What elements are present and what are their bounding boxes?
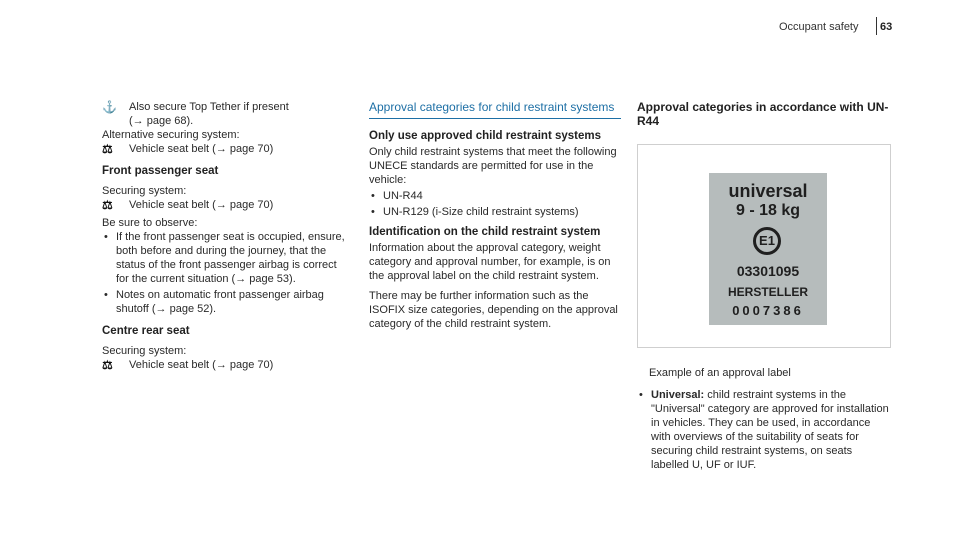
label-serial: 0007386 <box>732 303 804 318</box>
figure-caption: Example of an approval label <box>649 367 791 379</box>
seat-belt-icon: ⚖ <box>102 142 113 156</box>
observe-list <box>102 230 352 316</box>
top-tether-icon: ⚓ <box>102 100 117 114</box>
column-middle <box>369 100 621 331</box>
seat-belt-icon: ⚖ <box>102 358 113 372</box>
list-item: • Notes on automatic front passenger airbag shutoff (→ page 52). <box>102 288 352 316</box>
observe-label: Be sure to observe: <box>102 217 198 229</box>
approval-label <box>709 173 827 325</box>
page-number: 63 <box>880 21 893 33</box>
identification-heading: Identification on the child restraint system <box>369 226 601 238</box>
universal-term: Universal: <box>651 389 705 401</box>
list-item <box>637 388 891 472</box>
un-r44-title: Approval categories in accordance with UN-R44 <box>637 100 889 128</box>
e-mark-icon: E1 <box>753 227 781 255</box>
centre-rear-heading: Centre rear seat <box>102 325 190 337</box>
label-approval-number: 03301095 <box>736 263 800 279</box>
column-left <box>102 100 352 372</box>
column-right <box>637 100 891 474</box>
approval-label-figure <box>637 144 891 348</box>
front-securing-text[interactable]: Vehicle seat belt (→ page 70) <box>129 199 274 211</box>
list-item: • If the front passenger seat is occupied, ensure, both before and during the journey, that the status of the front passenger airbag is correct for the current situation (→ page 53). <box>102 230 352 286</box>
approved-systems-heading: Only use approved child restraint systems <box>369 130 601 142</box>
top-tether-ref[interactable]: (→ page 68). <box>129 115 194 127</box>
universal-list <box>637 388 891 472</box>
alt-securing-text[interactable]: Vehicle seat belt (→ page 70) <box>129 143 274 155</box>
list-item: • UN-R44 <box>369 189 621 203</box>
centre-securing-text[interactable]: Vehicle seat belt (→ page 70) <box>129 359 274 371</box>
front-passenger-heading: Front passenger seat <box>102 165 219 177</box>
approval-categories-title: Approval categories for child restraint systems <box>369 100 621 119</box>
label-category: universal <box>728 181 808 201</box>
centre-securing-item <box>102 358 352 372</box>
label-manufacturer: HERSTELLER <box>727 285 808 299</box>
top-tether-note <box>102 100 352 128</box>
list-item: • UN-R129 (i-Size child restraint systems) <box>369 205 621 219</box>
section-title: Occupant safety <box>779 21 859 33</box>
standards-intro: Only child restraint systems that meet the following UNECE standards are permitted for use in the vehicle: <box>369 146 617 186</box>
front-securing-item <box>102 198 352 212</box>
label-weight: 9 - 18 kg <box>735 202 801 219</box>
seat-belt-icon: ⚖ <box>102 198 113 212</box>
centre-securing-label: Securing system: <box>102 345 187 357</box>
universal-text: child restraint systems in the "Universal" category are approved for installation in vehicles. They can be used, in accordance with overviews of the suitability of seats for securing child restraint systems, on seats labelled U, UF or IUF. <box>651 389 889 471</box>
identification-text: Information about the approval category, weight category and approval number, for example, is on the approval label on the child restraint system. <box>369 242 611 282</box>
alt-securing-label: Alternative securing system: <box>102 129 240 141</box>
header-divider <box>876 17 877 35</box>
front-securing-label: Securing system: <box>102 185 187 197</box>
top-tether-text: Also secure Top Tether if present <box>129 101 289 113</box>
standards-list <box>369 189 621 219</box>
alt-securing-item <box>102 142 352 156</box>
isofix-note: There may be further information such as the ISOFIX size categories, depending on the approval category of the child restraint system. <box>369 290 618 330</box>
